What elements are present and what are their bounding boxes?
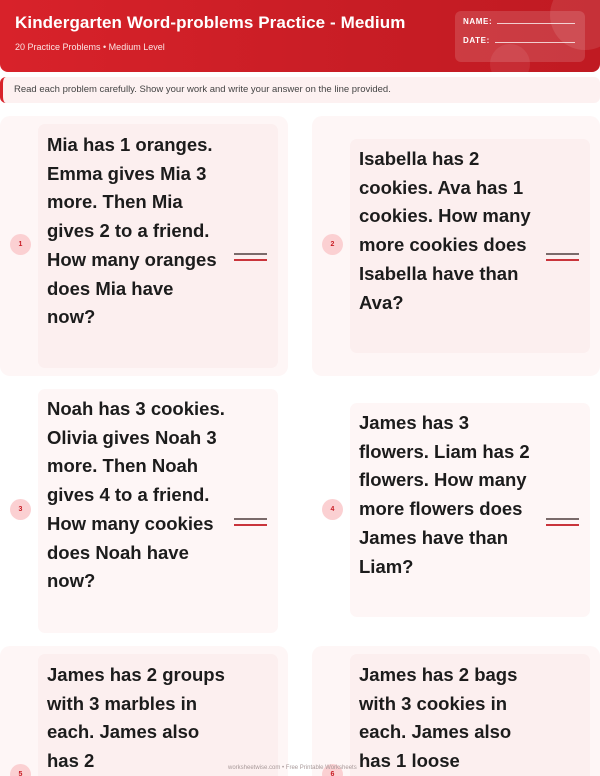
name-label: NAME:	[463, 17, 493, 26]
question-text: James has 2 groups with 3 marbles in each. James also has 2	[47, 664, 225, 772]
question-text: Mia has 1 oranges. Emma gives Mia 3 more. Then Mia gives 2 to a friend. How many oranges does Mia have now?	[47, 134, 217, 328]
page-subtitle: 20 Practice Problems • Medium Level	[15, 42, 165, 52]
name-line	[497, 23, 575, 24]
page-title: Kindergarten Word-problems Practice - Medium	[15, 13, 406, 32]
problem-number-badge: 1	[10, 234, 31, 255]
footer-watermark: worksheetwise.com • Free Printable Worksheets	[228, 765, 357, 771]
question-text: James has 3 flowers. Liam has 2 flowers. How many more flowers does James have than Liam?	[359, 412, 530, 577]
problem-number-badge: 2	[322, 234, 343, 255]
problem-card	[0, 381, 288, 641]
problem-number-badge: 5	[10, 764, 31, 776]
answer-line[interactable]	[546, 518, 579, 528]
problem-card	[312, 116, 600, 376]
question-text: James has 2 bags with 3 cookies in each. James also has 1 loose	[359, 664, 518, 772]
problem-card	[312, 646, 600, 776]
answer-line[interactable]	[234, 518, 267, 528]
problem-card	[0, 116, 288, 376]
problem-number-badge: 3	[10, 499, 31, 520]
date-field[interactable]	[463, 36, 575, 45]
date-line	[495, 42, 575, 43]
problem-number-badge: 4	[322, 499, 343, 520]
problem-card	[312, 381, 600, 641]
name-date-box	[455, 11, 585, 62]
answer-line[interactable]	[234, 253, 267, 263]
question-text: Isabella has 2 cookies. Ava has 1 cookies. How many more cookies does Isabella have than Ava?	[359, 148, 531, 313]
problem-number-badge: 6	[322, 764, 343, 776]
question-text: Noah has 3 cookies. Olivia gives Noah 3 more. Then Noah gives 4 to a friend. How many cookies does Noah have now?	[47, 398, 225, 592]
name-field[interactable]	[463, 17, 575, 26]
date-label: DATE:	[463, 36, 490, 45]
answer-line[interactable]	[546, 253, 579, 263]
problem-card	[0, 646, 288, 776]
instructions-banner: Read each problem carefully. Show your work and write your answer on the line provided.	[0, 77, 600, 103]
worksheet-header	[0, 0, 600, 72]
